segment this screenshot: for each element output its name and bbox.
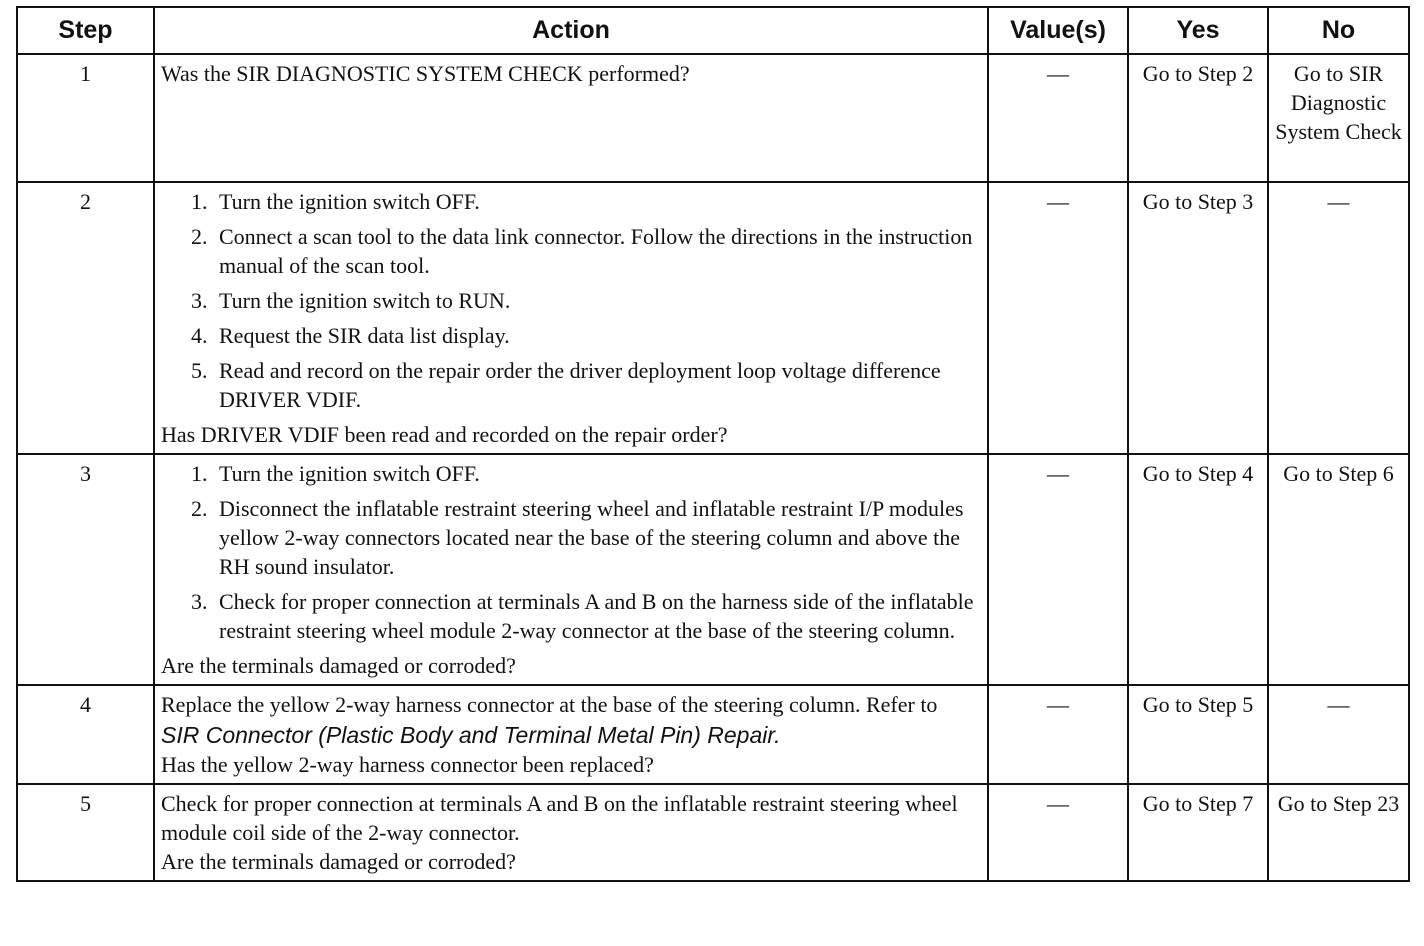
action-step-item: 2. Disconnect the inflatable restraint steering wheel and inflatable restraint I/P modules yellow 2-way connectors located near the base of the steering column and above the RH sound insulator. [213,494,981,581]
value-cell: — [988,454,1128,685]
value-cell: — [988,784,1128,881]
action-instruction: Check for proper connection at terminals A and B on the inflatable restraint steering wheel module coil side of the 2-way connector. [161,790,958,845]
action-step-item: 1. Turn the ignition switch OFF. [213,459,981,488]
action-question: Are the terminals damaged or corroded? [161,653,516,679]
yes-cell: Go to Step 5 [1128,685,1268,783]
action-step-item: 3. Check for proper connection at terminals A and B on the harness side of the inflatable restraint steering wheel module 2-way connector at the base of the steering column. [213,587,981,645]
header-row [17,7,1409,54]
action-step-item: 5. Read and record on the repair order the driver deployment loop voltage difference DRIVER VDIF. [213,356,981,414]
header-yes: Yes [1128,7,1268,54]
header-no: No [1268,7,1409,54]
table-row [17,784,1409,881]
step-number: 4 [17,685,154,783]
action-step-item: 2. Connect a scan tool to the data link connector. Follow the directions in the instruction manual of the scan tool. [213,222,981,280]
value-cell: — [988,182,1128,454]
value-cell: — [988,685,1128,783]
action-cell [154,182,988,454]
action-step-item: 3. Turn the ignition switch to RUN. [213,286,981,315]
action-question: Was the SIR DIAGNOSTIC SYSTEM CHECK performed? [161,61,690,86]
table-row [17,454,1409,685]
action-question: Are the terminals damaged or corroded? [161,848,516,874]
step-number: 1 [17,54,154,182]
action-steps [161,459,981,645]
action-steps [161,187,981,414]
table-row [17,685,1409,783]
no-cell: Go to Step 23 [1268,784,1409,881]
yes-cell: Go to Step 7 [1128,784,1268,881]
action-question: Has the yellow 2-way harness connector been replaced? [161,751,654,777]
step-number: 5 [17,784,154,881]
yes-cell: Go to Step 2 [1128,54,1268,182]
action-instruction: Replace the yellow 2-way harness connector at the base of the steering column. Refer to [161,692,938,718]
table-row [17,182,1409,454]
action-cell [154,784,988,881]
action-cell [154,54,988,182]
no-cell: — [1268,182,1409,454]
no-cell: — [1268,685,1409,783]
header-values: Value(s) [988,7,1128,54]
no-cell: Go to Step 6 [1268,454,1409,685]
table-row [17,54,1409,182]
step-number: 3 [17,454,154,685]
diagnostic-table [16,6,1410,882]
repair-reference: SIR Connector (Plastic Body and Terminal Metal Pin) Repair. [161,721,781,748]
step-number: 2 [17,182,154,454]
no-cell: Go to SIR Diagnostic System Check [1268,54,1409,182]
value-cell: — [988,54,1128,182]
action-cell [154,454,988,685]
action-text [161,690,981,749]
action-cell [154,685,988,783]
header-step: Step [17,7,154,54]
action-step-item: 1. Turn the ignition switch OFF. [213,187,981,216]
action-question: Has DRIVER VDIF been read and recorded on the repair order? [161,422,728,448]
yes-cell: Go to Step 4 [1128,454,1268,685]
action-step-item: 4. Request the SIR data list display. [213,321,981,350]
header-action: Action [154,7,988,54]
yes-cell: Go to Step 3 [1128,182,1268,454]
